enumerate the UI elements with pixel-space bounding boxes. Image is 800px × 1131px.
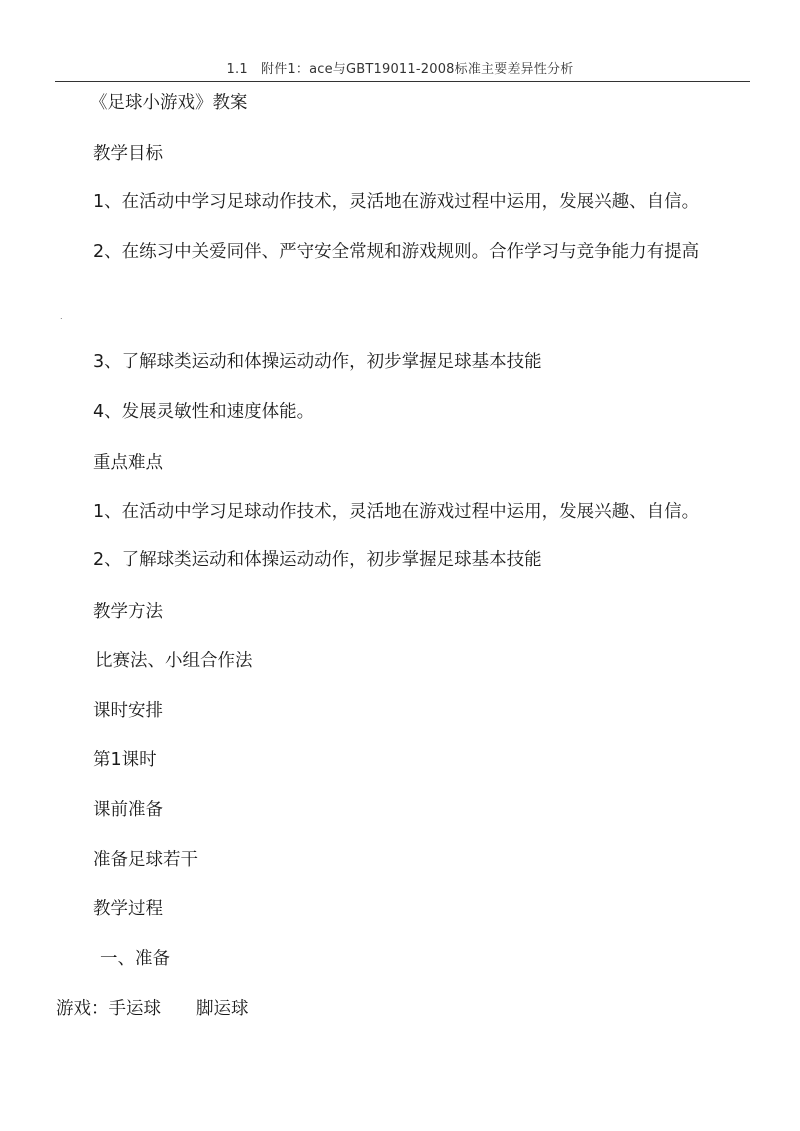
objective-item-1: 1、在活动中学习足球动作技术，灵活地在游戏过程中运用，发展兴趣、自信。 xyxy=(93,192,700,212)
section-heading-preparation: 课前准备 xyxy=(93,800,163,820)
schedule-text: 第1课时 xyxy=(93,750,157,770)
section-heading-schedule: 课时安排 xyxy=(93,701,163,721)
key-point-item-2: 2、了解球类运动和体操运动动作，初步掌握足球基本技能 xyxy=(93,550,542,570)
section-heading-key-points: 重点难点 xyxy=(93,453,163,473)
page-header: 1.1 附件1：ace与GBT19011-2008标准主要差异性分析 xyxy=(226,62,574,77)
methods-text: 比赛法、小组合作法 xyxy=(95,651,253,671)
preparation-text: 准备足球若干 xyxy=(93,850,198,870)
game-text: 游戏：手运球 脚运球 xyxy=(56,999,249,1019)
objective-item-4: 4、发展灵敏性和速度体能。 xyxy=(93,402,315,422)
lesson-title: 《足球小游戏》教案 xyxy=(90,93,248,113)
key-point-item-1: 1、在活动中学习足球动作技术，灵活地在游戏过程中运用，发展兴趣、自信。 xyxy=(93,502,700,522)
process-step-1: 一、准备 xyxy=(100,949,170,969)
header-divider xyxy=(55,81,750,82)
section-heading-methods: 教学方法 xyxy=(93,602,163,622)
section-heading-objectives: 教学目标 xyxy=(93,144,163,164)
stray-mark: . xyxy=(60,312,63,321)
objective-item-3: 3、了解球类运动和体操运动动作，初步掌握足球基本技能 xyxy=(93,352,542,372)
section-heading-process: 教学过程 xyxy=(93,899,163,919)
objective-item-2: 2、在练习中关爱同伴、严守安全常规和游戏规则。合作学习与竞争能力有提高 xyxy=(93,242,700,262)
